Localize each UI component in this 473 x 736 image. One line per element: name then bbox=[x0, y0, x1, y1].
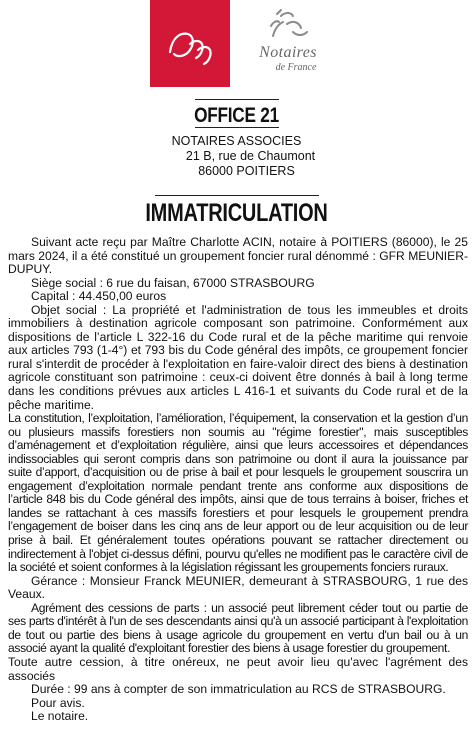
notice-paragraph-siege: Siège social : 6 rue du faisan, 67000 STRASBOURG bbox=[31, 275, 315, 290]
notice-body bbox=[8, 236, 468, 724]
notice-paragraph-cession: Toute autre cession, à titre onéreux, ne peut avoir lieu qu'avec l'agrément des associés bbox=[8, 654, 468, 683]
notaires-de-france-logo bbox=[238, 4, 338, 84]
office-underline bbox=[195, 127, 279, 128]
top-divider bbox=[195, 99, 279, 100]
notice-paragraph-objet: Objet social : La propriété et l'administration de tous les immeubles et droits immobiliers à destination agricole composant son patrimoine. Conformément aux dispositions de l’article L 322-16 du Code rural et de la pêche maritime qui renvoie aux articles 793 (1-4°) et 793 bis du Code général des impôts, ce groupement foncier rural s'interdit de procéder à l'exploitation en faire-valoir direct des biens à destination agricole constituant son patrimoine : ceux-ci doivent être donnés à bail à long terme dans les conditions prévues aux articles L 416-1 et suivants du Code rural et de la pêche maritime. bbox=[8, 302, 468, 412]
heading-divider bbox=[155, 195, 319, 196]
notice-heading: IMMATRICULATION bbox=[145, 199, 328, 227]
notice-paragraph-duree: Durée : 99 ans à compter de son immatriculation au RCS de STRASBOURG. bbox=[31, 682, 446, 697]
notice-paragraph-capital: Capital : 44.450,00 euros bbox=[31, 289, 167, 304]
notice-paragraph-forestry: La constitution, l’exploitation, l’amélioration, l’équipement, la conservation et la gestion d’un ou plusieurs massifs forestiers non soumis au "régime forestier", mais susceptibles d’aménagement et d’exploitation régulière, ainsi que leurs accessoires et dépendances indissociables qui seront compris dans son patrimoine ou dont il aura la jouissance par suite d’apport, d’acquisition ou de prise à bail et pour lesquels le groupement souscrira un engagement d’exploitation normale pendant trente ans conforme aux dispositions de l’article 848 bis du Code général des impôts, ainsi que de tous terrains à boiser, friches et landes se rattachant à ces massifs forestiers et pour lesquels le groupement prendra l’engagement de boiser dans les cinq ans de leur apport ou de leur acquisition ou de leur prise à bail. Et généralement toutes opérations pouvant se rattacher directement ou indirectement à l'objet ci-dessus défini, pourvu qu'elles ne modifient pas le caractère civil de la société et soient conformes à la législation régissant les groupements fonciers ruraux. bbox=[8, 411, 468, 575]
notice-paragraph-agrement: Agrément des cessions de parts : un associé peut librement céder tout ou partie de ses parts d'intérêt à l'un de ses descendants ainsi qu'à un associé participant à l'exploitation de tout ou partie des biens à usage agricole du groupement en vertu d'un bail ou à un associé ayant la qualité d'exploitant forestier des biens à usage forestier du groupement. bbox=[8, 600, 468, 656]
notice-paragraph-signature: Le notaire. bbox=[31, 709, 89, 724]
seal-emblem-icon bbox=[263, 6, 313, 42]
office-name: OFFICE 21 bbox=[194, 104, 279, 127]
notice-paragraph-pour-avis: Pour avis. bbox=[31, 695, 85, 710]
office-address-line1: NOTAIRES ASSOCIES bbox=[171, 134, 302, 148]
office-address-line2: 21 B, rue de Chaumont bbox=[185, 149, 316, 163]
office-address-line3: 86000 POITIERS bbox=[198, 164, 295, 178]
notice-paragraph-intro: Suivant acte reçu par Maître Charlotte ACIN, notaire à POITIERS (86000), le 25 mars 2024, il a été constitué un groupement foncier rural dénommé : GFR MEUNIER-DUPUY. bbox=[8, 235, 468, 277]
brand-line2: de France bbox=[275, 62, 317, 73]
notaires-monogram-logo bbox=[150, 0, 230, 87]
brand-line1: Notaires bbox=[259, 44, 317, 61]
notice-paragraph-gerance: Gérance : Monsieur Franck MEUNIER, demeurant à STRASBOURG, 1 rue des Veaux. bbox=[8, 573, 468, 602]
